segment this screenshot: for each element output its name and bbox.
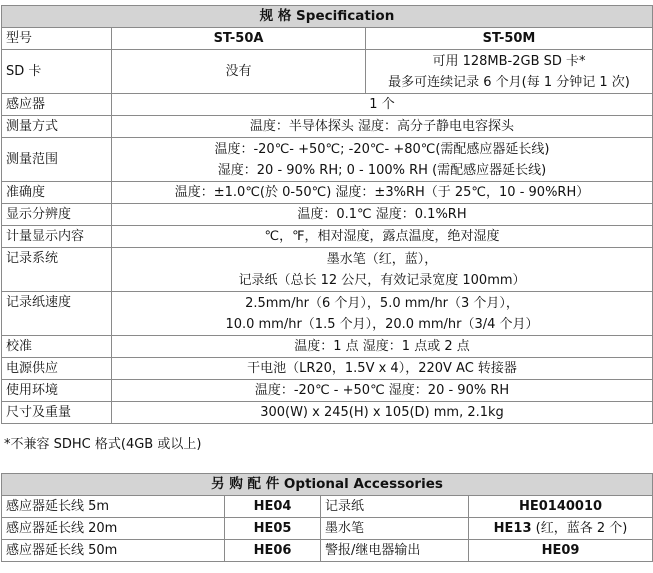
recording-system-line2: 记录纸（总长 12 公尺，有效记录宽度 100mm）: [238, 272, 526, 288]
accessory-name: 感应器延长线 20m: [2, 518, 225, 540]
row-label-size-weight: 尺寸及重量: [2, 402, 112, 424]
sd-card-st50m-line2: 最多可连续记录 6 个月(每 1 分钟记 1 次): [388, 74, 630, 90]
row-label-calibration: 校准: [2, 336, 112, 358]
row-label-sensor: 感应器: [2, 94, 112, 116]
accuracy-value: 温度：±1.0℃(於 0-50℃) 湿度：±3%RH（于 25℃，10 - 90%RH）: [112, 182, 653, 204]
row-label-chart-speed: 记录纸速度: [2, 292, 112, 336]
accessory-code-cell: [469, 518, 653, 540]
row-label-model: 型号: [2, 28, 112, 50]
chart-speed-line1: 2.5mm/hr（6 个月），5.0 mm/hr（3 个月），: [245, 295, 519, 311]
measurement-range-line1: 温度：-20℃- +50℃; -20℃- +80℃(需配感应器延长线): [214, 141, 550, 157]
sd-card-st50a: 没有: [112, 50, 366, 94]
accessory-code: HE05: [225, 518, 321, 540]
accessory-code-cell: [469, 540, 653, 562]
model-st50m: ST-50M: [366, 28, 653, 50]
row-label-power-supply: 电源供应: [2, 358, 112, 380]
specification-header: 规 格 Specification: [2, 6, 653, 28]
measurement-range-value: [112, 138, 653, 182]
specification-table: [1, 5, 653, 424]
accessory-name: 墨水笔: [321, 518, 469, 540]
row-label-recording-system: 记录系统: [2, 248, 112, 292]
measurement-method-value: 温度：半导体探头 湿度：高分子静电电容探头: [112, 116, 653, 138]
sd-card-st50m: [366, 50, 653, 94]
calibration-value: 温度：1 点 湿度：1 点或 2 点: [112, 336, 653, 358]
accessory-code: HE0140010: [518, 499, 603, 514]
row-label-sd-card: SD 卡: [2, 50, 112, 94]
accessory-code: HE13: [493, 521, 532, 536]
accessory-name: 感应器延长线 50m: [2, 540, 225, 562]
sensor-value: 1 个: [112, 94, 653, 116]
accessory-name: 感应器延长线 5m: [2, 496, 225, 518]
accessory-code-note: (红，蓝各 2 个): [531, 521, 628, 536]
accessory-code: HE04: [225, 496, 321, 518]
accessories-header: 另 购 配 件 Optional Accessories: [2, 474, 653, 496]
accessory-name: 警报/继电器输出: [321, 540, 469, 562]
sd-card-st50m-line1: 可用 128MB-2GB SD 卡*: [432, 53, 586, 69]
measurement-range-line2: 湿度：20 - 90% RH; 0 - 100% RH (需配感应器延长线): [217, 162, 547, 178]
power-supply-value: 干电池（LR20，1.5V x 4），220V AC 转接器: [112, 358, 653, 380]
accessory-code: HE06: [225, 540, 321, 562]
row-label-environment: 使用环境: [2, 380, 112, 402]
row-label-measurement-range: 测量范围: [2, 138, 112, 182]
display-content-value: ℃，℉，相对湿度，露点温度，绝对湿度: [112, 226, 653, 248]
accessory-code-cell: [469, 496, 653, 518]
resolution-value: 温度：0.1℃ 湿度：0.1%RH: [112, 204, 653, 226]
environment-value: 温度：-20℃ - +50℃ 湿度：20 - 90% RH: [112, 380, 653, 402]
recording-system-value: [112, 248, 653, 292]
size-weight-value: 300(W) x 245(H) x 105(D) mm, 2.1kg: [112, 402, 653, 424]
row-label-accuracy: 准确度: [2, 182, 112, 204]
row-label-display-content: 计量显示内容: [2, 226, 112, 248]
accessory-code: HE09: [541, 543, 580, 558]
accessory-name: 记录纸: [321, 496, 469, 518]
accessories-table: [1, 473, 653, 562]
recording-system-line1: 墨水笔（红，蓝），: [326, 251, 438, 267]
model-st50a: ST-50A: [112, 28, 366, 50]
chart-speed-line2: 10.0 mm/hr（1.5 个月），20.0 mm/hr（3/4 个月）: [225, 316, 539, 332]
chart-speed-value: [112, 292, 653, 336]
row-label-resolution: 显示分辨度: [2, 204, 112, 226]
row-label-measurement-method: 测量方式: [2, 116, 112, 138]
sdhc-footnote: *不兼容 SDHC 格式(4GB 或以上): [4, 437, 202, 452]
